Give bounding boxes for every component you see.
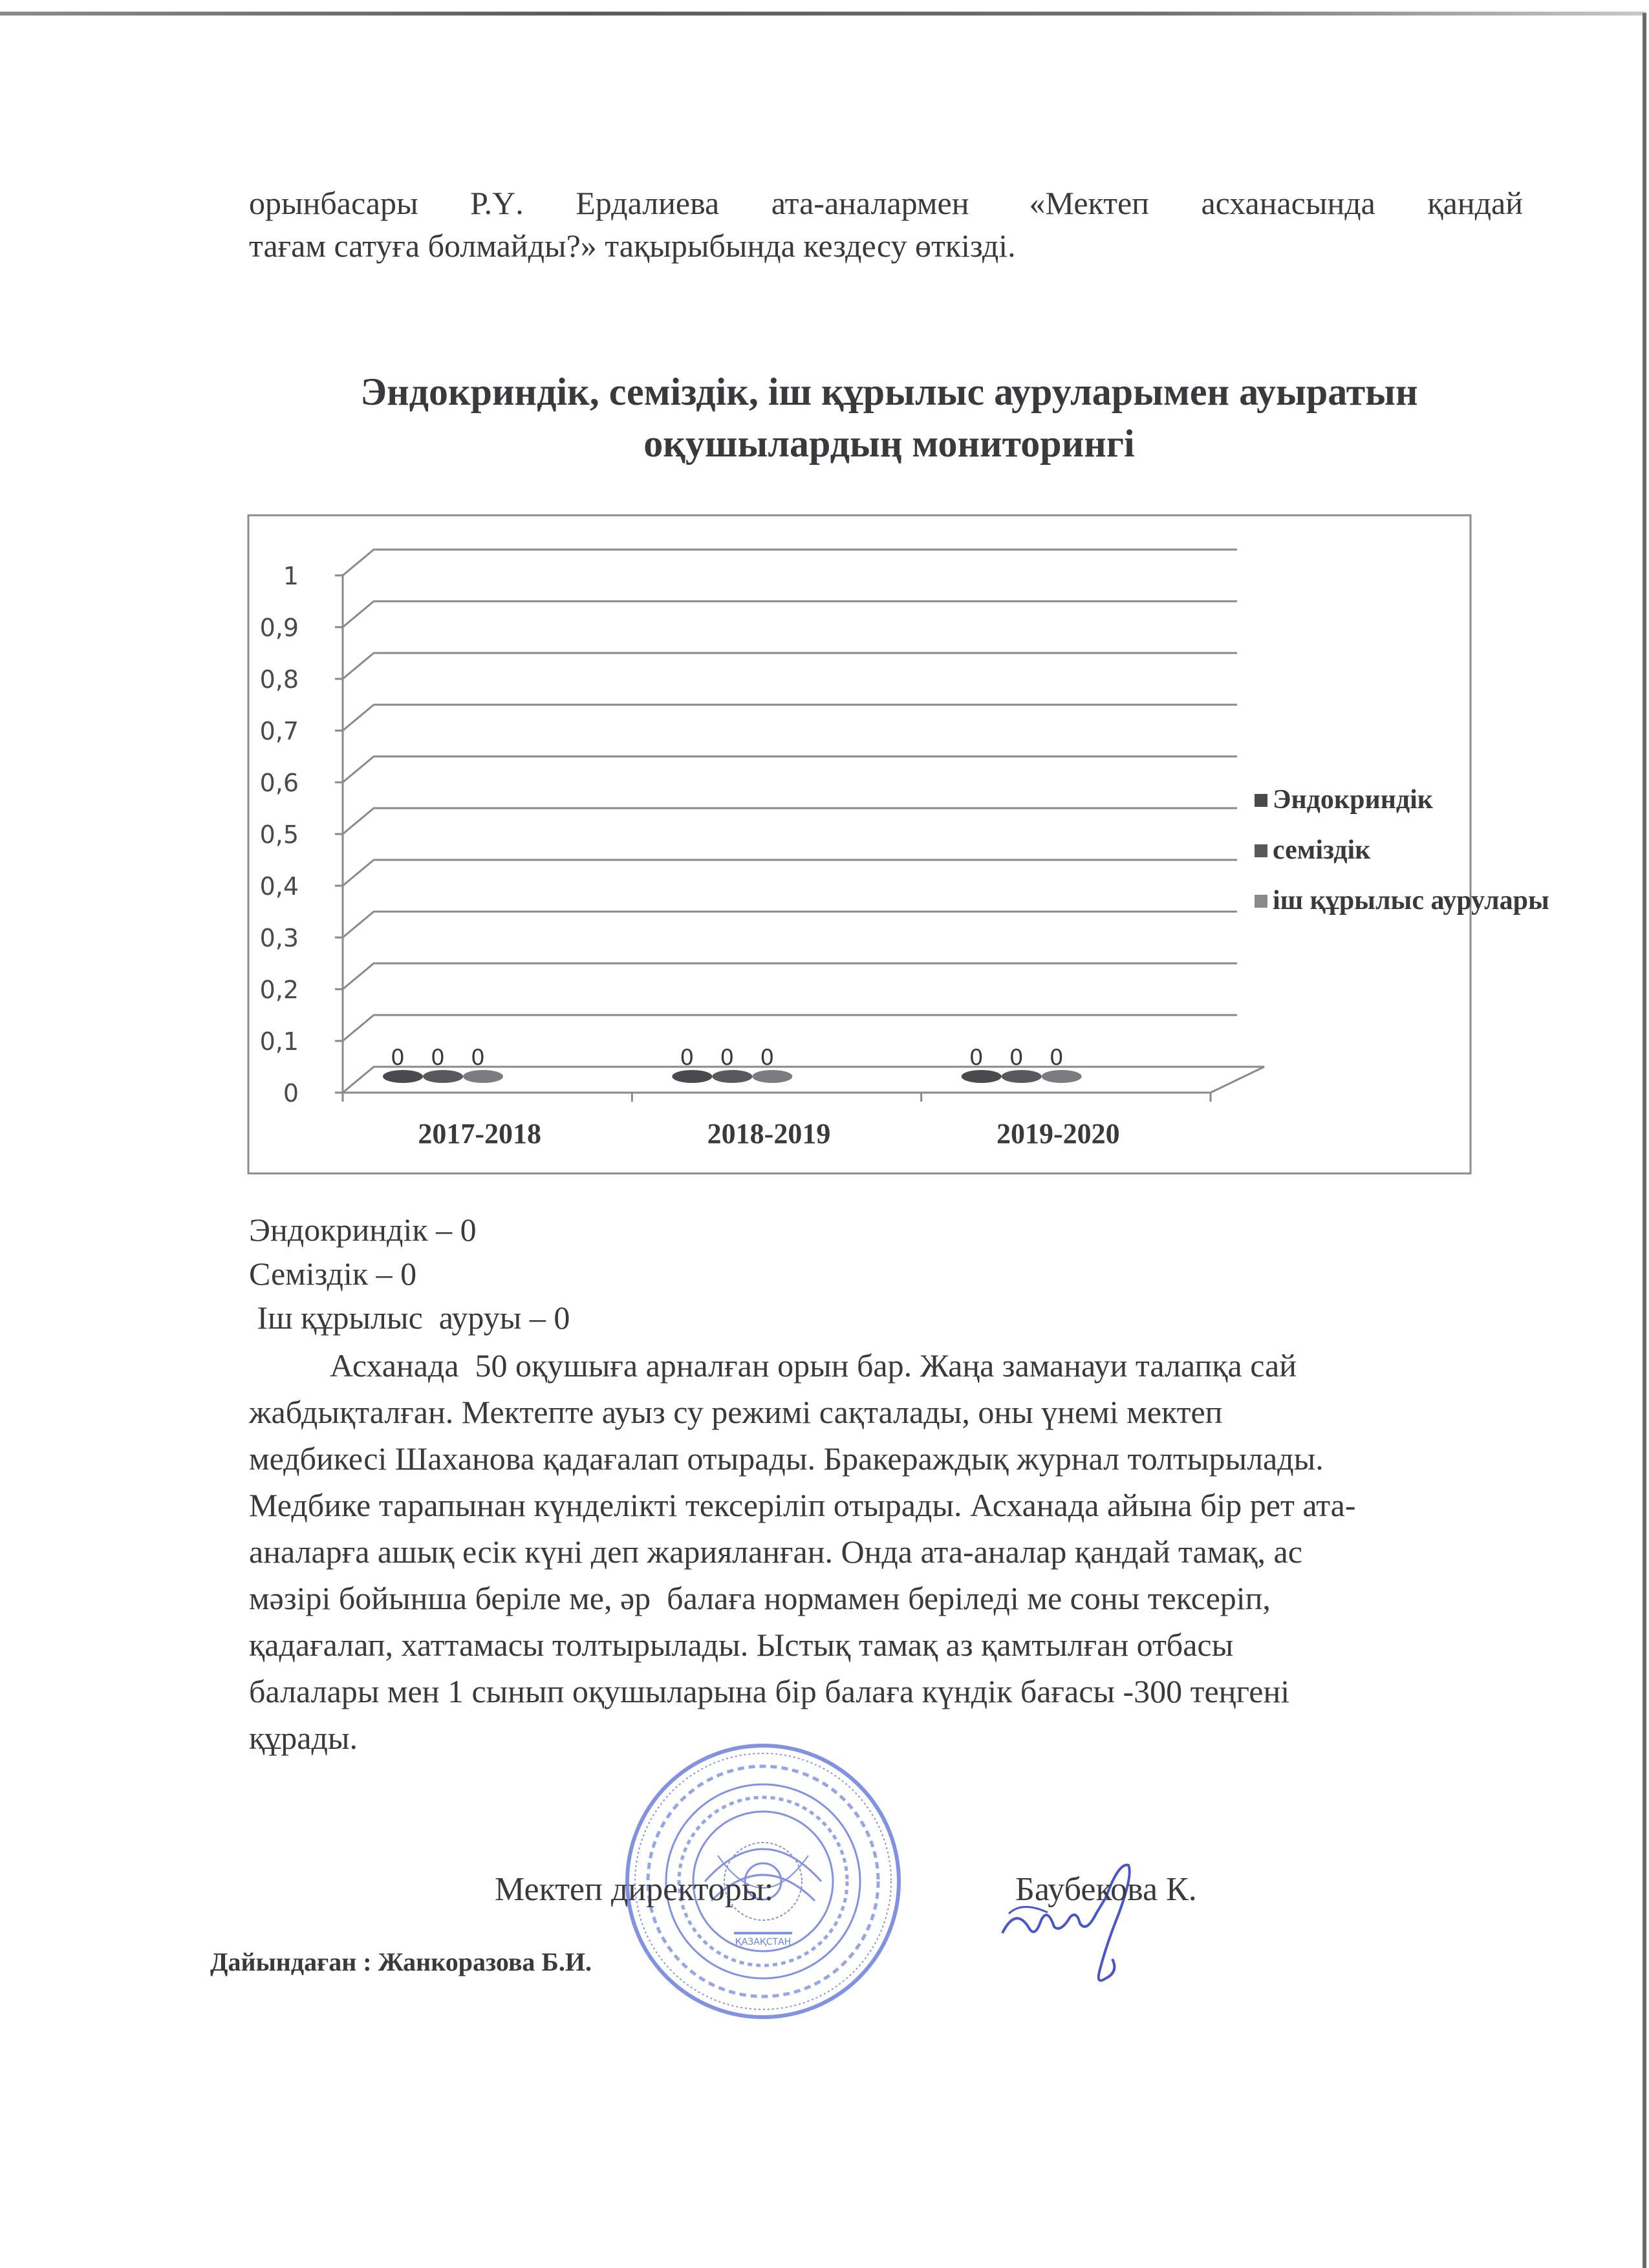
bar — [1002, 1070, 1042, 1083]
y-tick-label: 0 — [283, 1079, 299, 1107]
y-tick-label: 0,3 — [259, 924, 299, 952]
intro-word: орынбасары — [249, 185, 418, 221]
bar — [383, 1070, 423, 1083]
intro-word: Р.Ү. — [470, 185, 524, 221]
data-label: 0 — [760, 1045, 775, 1071]
bar — [463, 1070, 503, 1083]
summary-obesity: Семіздік – 0 — [249, 1256, 417, 1292]
legend-item-endocrine — [1255, 784, 1433, 816]
x-category-label: 2018-2019 — [707, 1118, 831, 1150]
gridline — [343, 705, 1237, 731]
prepared-by: Дайындаған : Жанкоразова Б.И. — [210, 1947, 592, 1976]
paragraph-line: медбикесі Шаханова қадағалап отырады. Бракераждық журнал толтырылады. — [249, 1440, 1324, 1477]
gridline — [343, 1015, 1237, 1041]
data-label: 0 — [1009, 1045, 1024, 1071]
legend-label: Эндокриндік — [1273, 785, 1434, 815]
bar — [712, 1070, 752, 1083]
signature-name: Баубекова К. — [1015, 1871, 1197, 1908]
bar — [752, 1070, 792, 1083]
data-label: 0 — [720, 1045, 735, 1071]
y-tick-label: 0,5 — [259, 820, 299, 849]
data-label: 0 — [431, 1045, 445, 1071]
paragraph-line: балалары мен 1 сынып оқушыларына бір балаға күндік бағасы -300 теңгені — [249, 1673, 1290, 1709]
stamp-text: ҚАЗАҚСТАН — [735, 1937, 792, 1947]
legend-swatch — [1255, 895, 1267, 908]
legend-item-digestive — [1255, 884, 1549, 917]
data-label: 0 — [969, 1045, 984, 1071]
paragraph-line: құрады. — [249, 1720, 358, 1756]
y-tick-label: 0,8 — [259, 665, 299, 694]
bar — [962, 1070, 1002, 1083]
gridline — [343, 963, 1237, 989]
y-tick-label: 0,7 — [259, 717, 299, 745]
paragraph-line: мәзірі бойынша беріле ме, әр балаға нормамен беріледі ме соны тексеріп, — [249, 1580, 1271, 1616]
data-label: 0 — [471, 1045, 485, 1071]
intro-word: асханасында — [1201, 185, 1375, 221]
y-tick-label: 1 — [283, 562, 299, 590]
legend-label: семіздік — [1273, 835, 1371, 865]
signature-position-label: Мектеп директоры: — [495, 1871, 774, 1908]
gridline — [343, 756, 1237, 782]
intro-line-2: тағам сатуға болмайды?» тақырыбында кездесу өткізді. — [249, 228, 1016, 264]
paragraph-line: Медбике тарапынан күнделікті тексеріліп отырады. Асханада айына бір рет ата- — [249, 1487, 1356, 1523]
paragraph-line: аналарға ашық есік күні деп жарияланған. Онда ата-аналар қандай тамақ, ас — [249, 1534, 1302, 1570]
y-tick-label: 0,9 — [259, 614, 299, 642]
legend-swatch — [1255, 794, 1267, 807]
intro-word: «Мектеп — [1029, 185, 1149, 221]
gridline — [343, 653, 1237, 679]
paragraph-line: қадағалап, хаттамасы толтырылады. Ыстық тамақ аз қамтылған отбасы — [249, 1627, 1234, 1663]
bar — [423, 1070, 463, 1083]
gridline — [343, 601, 1237, 627]
y-tick-label: 0,4 — [259, 872, 299, 901]
legend-swatch — [1255, 844, 1267, 857]
bar — [1042, 1070, 1082, 1083]
chart-title-line-2: оқушылардың мониторингі — [643, 422, 1135, 465]
bar — [672, 1070, 712, 1083]
paragraph-line: жабдықталған. Мектепте ауыз су режимі сақталады, оны үнемі мектеп — [249, 1394, 1223, 1430]
legend-label: іш құрылыс аурулары — [1273, 886, 1549, 915]
x-category-label: 2019-2020 — [997, 1118, 1120, 1150]
handwritten-signature — [989, 1836, 1145, 1991]
summary-digestive: Іш құрылыс ауруы – 0 — [249, 1300, 570, 1336]
gridline — [343, 808, 1237, 834]
intro-word: Ердалиева — [576, 185, 720, 221]
chart-title-line-1: Эндокриндік, семіздік, іш құрылыс ауруларымен ауыратын — [360, 370, 1418, 413]
gridline — [343, 912, 1237, 937]
body-paragraph — [249, 1342, 1516, 1761]
summary-endocrine: Эндокриндік – 0 — [249, 1212, 477, 1248]
intro-word: қандай — [1427, 185, 1523, 221]
data-label: 0 — [1049, 1045, 1064, 1071]
data-label: 0 — [391, 1045, 405, 1071]
y-tick-label: 0,1 — [259, 1027, 299, 1056]
y-tick-label: 0,6 — [259, 769, 299, 797]
gridline — [343, 860, 1237, 886]
intro-word: ата-аналармен — [771, 185, 978, 221]
x-category-label: 2017-2018 — [418, 1118, 541, 1150]
paragraph-line: Асханада 50 оқушыға арналған орын бар. Жаңа заманауи талапқа сай — [249, 1347, 1297, 1384]
legend-item-obesity — [1255, 834, 1370, 866]
y-tick-label: 0,2 — [259, 976, 299, 1004]
gridline — [343, 550, 1237, 575]
data-label: 0 — [680, 1045, 695, 1071]
